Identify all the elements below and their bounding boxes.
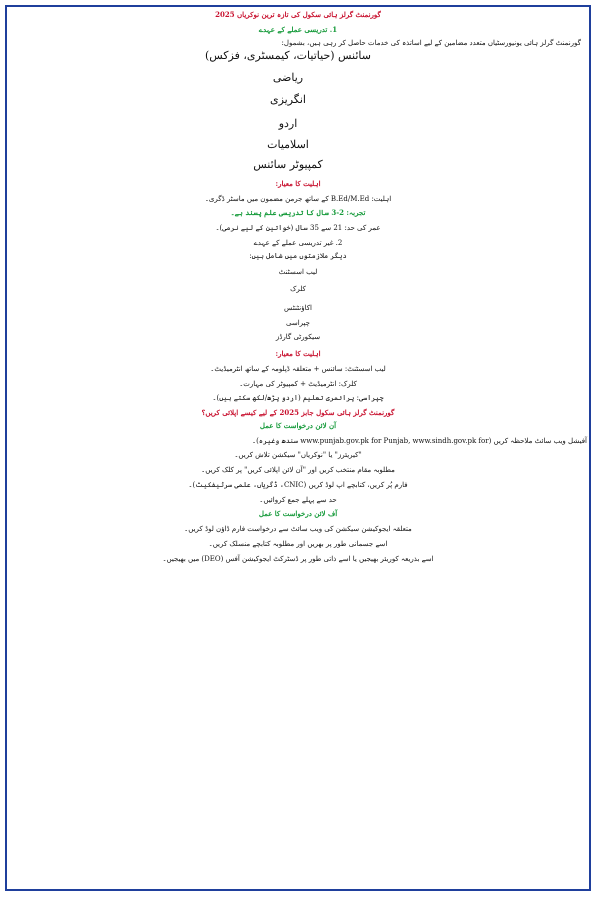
online-step: حد سے پہلے جمع کروائیں۔	[259, 495, 337, 504]
apply-heading: گورنمنٹ گرلز ہائی سکول جابز 2025 کے لیے کیسے اپلائی کریں؟	[201, 408, 395, 417]
post-item: سیکورٹی گارڈز	[275, 333, 321, 342]
offline-step: اسے جسمانی طور پر بھریں اور مطلوبہ کتابچے منسلک کریں۔	[208, 539, 388, 548]
subject-item: انگریزی	[269, 92, 306, 106]
subject-item: اردو	[278, 116, 298, 130]
section1-heading: 1. تدریسی عملے کے عہدے	[258, 24, 338, 34]
subject-item: سائنس (حیاتیات، کیمسٹری، فزکس)	[204, 49, 372, 63]
post-item: کلرک	[290, 285, 306, 293]
offline-heading: آف لائن درخواست کا عمل	[258, 509, 338, 519]
offline-step: متعلقہ ایجوکیشن سیکشن کی ویب سائٹ سے درخواست فارم ڈاؤن لوڈ کریں۔	[184, 525, 412, 533]
offline-step: اسے بذریعہ کوریئر بھیجیں یا اسے ذاتی طور پر ڈسٹرکٹ ایجوکیشن آفس (DEO) میں بھیجیں۔	[162, 554, 434, 563]
online-step: فارم پُر کریں، کتابچے اپ لوڈ کریں (CNIC، ڈگریاں، علمی سرٹیفکیٹ)۔	[188, 480, 408, 489]
age-limit-text: عمر کی حد: 21 سے 35 سال (خواتین کے لیے نرمی)۔	[215, 224, 381, 232]
subject-item: ریاضی	[272, 71, 304, 84]
online-heading: آن لائن درخواست کا عمل	[259, 420, 337, 430]
section1-criteria-heading: اہلیت کا معیار:	[275, 178, 321, 188]
online-step: "کیریئرز" یا "نوکریاں" سیکشن تلاش کریں۔	[234, 451, 362, 460]
criteria-item: لیب اسسٹنٹ: سائنس + متعلقہ ڈپلومہ کے ساتھ انٹرمیڈیٹ۔	[210, 364, 386, 373]
section2-criteria-heading: اہلیت کا معیار:	[275, 349, 321, 358]
subject-item: اسلامیات	[267, 138, 309, 152]
section2-heading: 2. غیر تدریسی عملے کے عہدے	[253, 238, 343, 247]
section1-intro: گورنمنٹ گرلز ہائی یونیورسٹیاں متعدد مضامین کے لیے اساتذہ کی خدمات حاصل کر رہی ہیں، بشمول:	[281, 38, 581, 47]
section2-intro: دیگر ملازمتوں میں شامل ہیں:	[249, 251, 347, 260]
page-title: گورنمنٹ گرلز ہائی سکول کی تازہ ترین نوکریاں 2025	[215, 10, 381, 19]
post-item: لیب اسسٹنٹ	[278, 268, 318, 277]
qualification-text: اہلیت: B.Ed/M.Ed کے ساتھ جرمن مضمون میں ماسٹر ڈگری۔	[204, 194, 392, 203]
post-item: اکاؤنٹنٹس	[284, 303, 312, 312]
subject-item: کمپیوٹر سائنس	[253, 158, 323, 171]
criteria-item: چپراسی: پرائمری تعلیم (اردو پڑھ/لکھ سکتے ہیں)۔	[212, 394, 384, 403]
online-step: مطلوبہ مقام منتخب کریں اور "آن لائن اپلائی کریں" پر کلک کریں۔	[201, 466, 395, 474]
online-step: آفیشل ویب سائٹ ملاحظہ کریں (www.punjab.gov.pk for Punjab, www.sindh.gov.pk for سندھ وغیرہ)۔	[252, 436, 587, 445]
post-item: چپراسی	[286, 318, 310, 327]
subjects-list	[7, 49, 569, 172]
posts-list	[7, 268, 589, 342]
experience-text: تجربہ: 2-3 سال کا تدریسی علم پسند ہے۔	[230, 208, 366, 218]
criteria-item: کلرک: انٹرمیڈیٹ + کمپیوٹر کی مہارت۔	[239, 379, 357, 388]
article-frame	[5, 5, 591, 891]
